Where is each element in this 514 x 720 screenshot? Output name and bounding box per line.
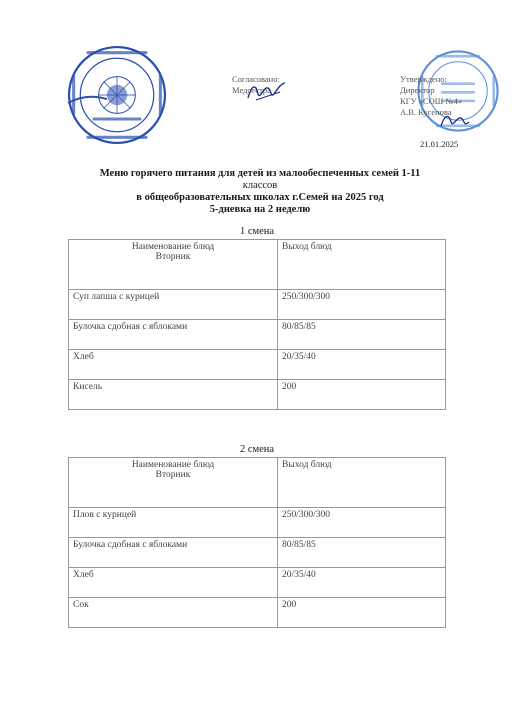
dish-yield: 20/35/40 [278,568,446,598]
heading-line-2: классов [242,180,278,191]
table-header-row [69,240,446,290]
heading-line-1: Меню горячего питания для детей из малообеспеченных семей 1-11 [99,168,421,179]
table-row [69,320,446,350]
agreed-label: Согласовано: [232,74,280,84]
approved-label: Утверждено: [400,74,447,84]
dish-yield: 250/300/300 [278,290,446,320]
dish-yield: 80/85/85 [278,538,446,568]
shift-1-title: 1 смена [239,226,275,237]
director-signature [438,110,472,132]
dish-name: Хлеб [69,568,278,598]
shift-2-title: 2 смена [239,444,275,455]
table-row [69,568,446,598]
table-row [69,538,446,568]
document-heading [80,168,440,216]
school-label: КГУ «СОШ №4» [400,96,463,106]
dish-yield: 80/85/85 [278,320,446,350]
table-row [69,290,446,320]
dish-yield: 200 [278,380,446,410]
dish-name-header: Наименование блюд Вторник [69,240,278,290]
yield-header: Выход блюд [278,240,446,290]
table-row [69,380,446,410]
table-row [69,598,446,628]
shift-1-menu-table [68,239,446,410]
table-row [69,350,446,380]
dish-name: Булочка сдобная с яблоками [69,538,278,568]
director-name: А.В. Кусенова [400,107,452,117]
dish-name: Булочка сдобная с яблоками [69,320,278,350]
dish-name: Хлеб [69,350,278,380]
shift-2-menu-table [68,457,446,628]
dish-name: Плов с курицей [69,508,278,538]
table-header-row [69,458,446,508]
dish-name: Суп лапша с курицей [69,290,278,320]
nurse-signature [244,78,288,104]
table-row [69,508,446,538]
dish-name: Кисель [69,380,278,410]
director-label: Директор [400,85,435,95]
heading-line-4: 5-дневка на 2 неделю [209,204,311,215]
heading-line-3: в общеобразовательных школах г.Семей на 2025 год [136,192,384,203]
dish-name-header: Наименование блюд Вторник [69,458,278,508]
dish-yield: 250/300/300 [278,508,446,538]
left-school-stamp [66,44,168,146]
dish-name: Сок [69,598,278,628]
dish-yield: 20/35/40 [278,350,446,380]
nurse-label: Медсестра [232,85,271,95]
approval-date: 21.01.2025 [420,139,459,149]
yield-header: Выход блюд [278,458,446,508]
dish-yield: 200 [278,598,446,628]
